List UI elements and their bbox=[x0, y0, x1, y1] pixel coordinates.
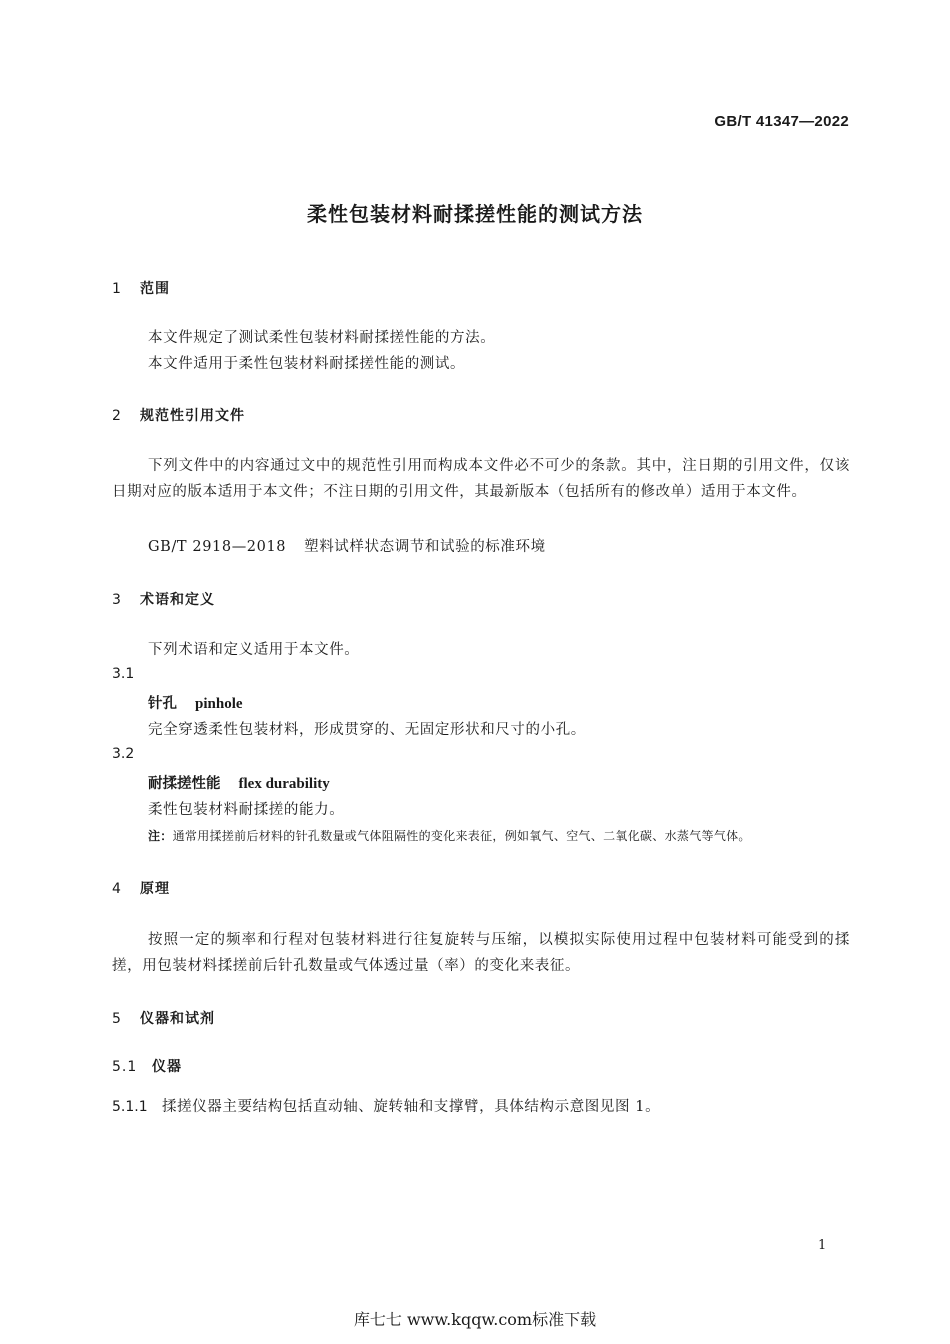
section-title: 规范性引用文件 bbox=[140, 408, 245, 424]
document-title: 柔性包装材料耐揉搓性能的测试方法 bbox=[307, 202, 643, 226]
section-title: 仪器和试剂 bbox=[140, 1011, 215, 1027]
section-title: 范围 bbox=[140, 281, 170, 297]
term-english: flex durability bbox=[238, 776, 330, 792]
section-title: 术语和定义 bbox=[140, 592, 215, 608]
clause bbox=[112, 1095, 660, 1116]
term-english: pinhole bbox=[195, 696, 243, 712]
subsection-number: 5.1 bbox=[112, 1059, 138, 1075]
term-number: 3.2 bbox=[112, 746, 135, 762]
section-number: 3 bbox=[112, 592, 122, 608]
reference-code: GB/T 2918—2018 bbox=[148, 539, 287, 555]
principle-paragraph: 按照一定的频率和行程对包装材料进行往复旋转与压缩，以模拟实际使用过程中包装材料可能受到的揉搓，用包装材料揉搓前后针孔数量或气体透过量（率）的变化来表征。 bbox=[112, 932, 850, 974]
section-number: 1 bbox=[112, 281, 122, 297]
term-definition: 完全穿透柔性包装材料，形成贯穿的、无固定形状和尺寸的小孔。 bbox=[148, 722, 586, 738]
clause-text: 揉搓仪器主要结构包括直动轴、旋转轴和支撑臂，具体结构示意图见图 1。 bbox=[162, 1099, 661, 1115]
term-heading bbox=[148, 772, 330, 793]
section-3-heading bbox=[112, 589, 215, 609]
section-title: 原理 bbox=[140, 881, 170, 897]
watermark-footer: 库七七 www.kqqw.com标准下载 bbox=[353, 1310, 597, 1329]
scope-line-2: 本文件适用于柔性包装材料耐揉搓性能的测试。 bbox=[148, 356, 466, 372]
section-number: 2 bbox=[112, 408, 122, 424]
section-number: 4 bbox=[112, 881, 122, 897]
reference-title: 塑料试样状态调节和试验的标准环境 bbox=[304, 539, 546, 555]
terms-intro: 下列术语和定义适用于本文件。 bbox=[148, 642, 360, 658]
page-number: 1 bbox=[818, 1238, 827, 1253]
section-1-heading bbox=[112, 278, 170, 298]
normative-references-paragraph: 下列文件中的内容通过文中的规范性引用而构成本文件必不可少的条款。其中，注日期的引用文件，仅该日期对应的版本适用于本文件；不注日期的引用文件，其最新版本（包括所有的修改单）适用于本文件。 bbox=[112, 458, 850, 500]
note-label: 注： bbox=[148, 829, 173, 843]
term-heading bbox=[148, 692, 243, 713]
term-note bbox=[148, 827, 751, 844]
section-5-heading bbox=[112, 1008, 215, 1028]
scope-line-1: 本文件规定了测试柔性包装材料耐揉搓性能的方法。 bbox=[148, 330, 496, 346]
section-number: 5 bbox=[112, 1011, 122, 1027]
section-2-heading bbox=[112, 405, 245, 425]
term-chinese: 耐揉搓性能 bbox=[148, 776, 221, 792]
reference-entry bbox=[148, 535, 546, 556]
note-text: 通常用揉搓前后材料的针孔数量或气体阻隔性的变化来表征，例如氧气、空气、二氧化碳、水蒸气等气体。 bbox=[172, 829, 751, 843]
clause-number: 5.1.1 bbox=[112, 1099, 148, 1115]
subsection-title: 仪器 bbox=[152, 1059, 182, 1075]
section-4-heading bbox=[112, 878, 170, 898]
standard-number: GB/T 41347—2022 bbox=[714, 113, 849, 130]
term-definition: 柔性包装材料耐揉搓的能力。 bbox=[148, 802, 345, 818]
term-number: 3.1 bbox=[112, 666, 135, 682]
term-chinese: 针孔 bbox=[148, 696, 177, 712]
subsection-heading bbox=[112, 1056, 182, 1076]
